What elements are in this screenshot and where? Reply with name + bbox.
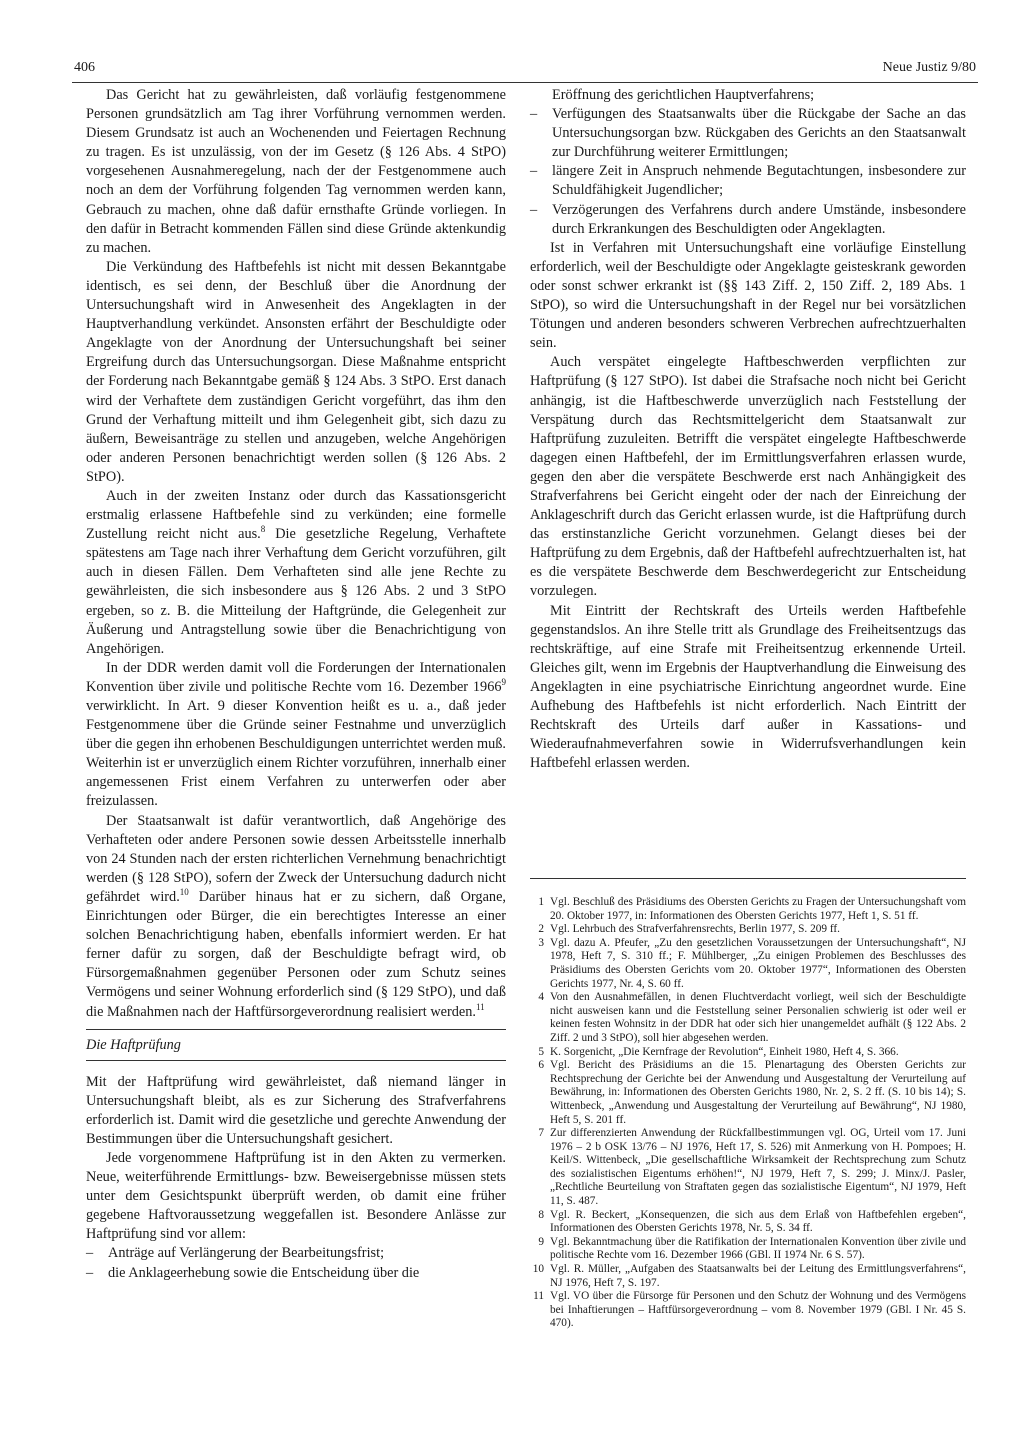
paragraph-text: Darüber hinaus hat er zu sichern, daß Organe, Einrichtungen oder Bürger, die ein berechtigtes Interesse an einer solchen Benachrichtigung haben, ebenfalls informiert werden. Er hat ferner dafür zu sorgen, daß der Beschuldigte befragt wird, ob Fürsorgemaßnahmen gegenüber Personen oder zum Schutz seines Vermögens und seiner Wohnung erforderlich sind (§ 129 StPO), und daß die Maßnahmen nach der Haftfürsorgeverordnung realisiert werden. — [86, 888, 506, 1020]
paragraph-text: verwirklicht. In Art. 9 dieser Konvention heißt es u. a., daß jeder Festgenommene über die Gründe seiner Festnahme und unverzüglich über die gegen ihn erhobenen Beschuldigungen unterrichtet werden muß. Weiterhin ist er unverzüglich einem Richter vorzuführen, innerhalb einer angemessenen Frist einem Verfahren zu unterwerfen oder aber freizulassen. — [86, 698, 506, 810]
list-item: – Verzögerungen des Verfahrens durch andere Umstände, insbesondere durch Erkrankungen des Beschuldigten oder Angeklagten. — [530, 201, 966, 239]
footnote-text: Vgl. Lehrbuch des Strafverfahrensrechts, Berlin 1977, S. 209 ff. — [550, 923, 840, 936]
footnote-text: Vgl. Beschluß des Präsidiums des Obersten Gerichts zu Fragen der Untersuchungshaft vom 20. Oktober 1977, in: Informationen des Obersten Gerichts 1977, Heft 1, S. 51 ff. — [550, 896, 966, 922]
footnote — [530, 1236, 966, 1263]
footnote — [530, 937, 966, 991]
footnote-number: 3 — [538, 936, 544, 949]
list-item: – Verfügungen des Staatsanwalts über die Rückgabe der Sache an das Untersuchungsorgan bzw. Rückgaben des Gerichts an den Staatsanwalt zur Durchführung weiterer Ermittlungen; — [530, 105, 966, 162]
footnote — [530, 896, 966, 923]
footnote — [530, 1046, 966, 1060]
footnote — [530, 1209, 966, 1236]
footnote-text: Vgl. VO über die Fürsorge für Personen und den Schutz der Wohnung und des Vermögens bei Inhaftierungen – Haftfürsorgeverordnung – vom 8. November 1979 (GBl. I Nr. 45 S. 470). — [550, 1290, 966, 1330]
footnote — [530, 991, 966, 1045]
journal-title: Neue Justiz 9/80 — [882, 60, 976, 75]
paragraph — [86, 812, 506, 1022]
paragraph: Auch verspätet eingelegte Haftbeschwerden verpflichten zur Haftprüfung (§ 127 StPO). Ist dabei die Strafsache noch nicht bei Gericht anhängig, ist die Haftbeschwerde unverzüglich nach Feststellung der Verspätung durch das Rechtsmittelgericht dem Staatsanwalt zur Haftprüfung zuzuleiten. Betrifft die verspätet eingelegte Haftbeschwerde dagegen einen Haftbefehl, der im Ermittlungsverfahren erlassen wurde, gegen den aber die verspätete Beschwerde erst nach Anhängigkeit des Strafverfahrens bei Gericht eingeht oder der nach der Einreichung der Anklageschrift durch das Gericht erlassen wurde, ist die Haftprüfung durch das erstinstanzliche Gericht vorzunehmen. Gelangt dieses bei der Haftprüfung zu dem Ergebnis, daß der Haftbefehl aufrechtzuerhalten ist, hat es die verspätete Beschwerde dem Beschwerdegericht zur Entscheidung vorzulegen. — [530, 354, 967, 600]
footnote-number: 9 — [538, 1235, 544, 1248]
list-item: – Anträge auf Verlängerung der Bearbeitungsfrist; — [86, 1244, 506, 1263]
footnote — [530, 923, 966, 937]
footnote-ref: 10 — [179, 887, 189, 898]
footnote-number: 1 — [538, 896, 544, 908]
footnote-number: 11 — [533, 1290, 544, 1303]
section-divider — [86, 1029, 506, 1030]
paragraph: Die Verkündung des Haftbefehls ist nicht mit dessen Bekanntgabe identisch, es sei denn, der Beschluß über die Anordnung der Untersuchungshaft wird in Anwesenheit des Angeklagten in der Hauptverhandlung verkündet. Ansonsten erfährt der Beschuldigte oder Angeklagte von der Anordnung der Untersuchungshaft bei seiner Ergreifung durch das Untersuchungsorgan. Diese Maßnahme entspricht der Forderung nach Bekanntgabe gemäß § 124 Abs. 3 StPO. Erst danach wird der Verhaftete dem zuständigen Gericht vorgeführt, das ihm den Grund der Verhaftung mitteilt und ihm Gelegenheit gibt, sich dazu zu äußern, Beweisanträge zu stellen und anzugeben, welche Angehörigen oder anderen Personen benachrichtigt werden sollen (§ 126 Abs. 2 StPO). — [86, 258, 506, 485]
footnote-number: 4 — [538, 991, 544, 1004]
page-number: 406 — [74, 60, 95, 75]
header-divider — [72, 82, 978, 83]
paragraph-text: Der Staatsanwalt ist dafür verantwortlich, daß Angehörige des Verhafteten oder andere Personen sowie dessen Arbeitsstelle innerhalb von 24 Stunden nach der ersten richterlichen Vernehmung benachrichtigt werden (§ 128 StPO), sofern der Zweck der Untersuchung dadurch nicht gefährdet wird. — [86, 812, 506, 905]
occasion-list-continued — [530, 86, 966, 239]
paragraph — [86, 659, 506, 812]
footnote — [530, 1263, 966, 1290]
paragraph: Ist in Verfahren mit Untersuchungshaft eine vorläufige Einstellung erforderlich, weil der Beschuldigte oder Angeklagte geisteskrank geworden oder sonst schwer erkrankt ist (§§ 143 Ziff. 2, 150 Ziff. 2, 189 Abs. 1 StPO), so wird die Untersuchungshaft in der Regel nur bei vorsätzlichen Tötungen und anderen besonders schweren Verbrechen aufrechtzuerhalten sein. — [530, 239, 966, 352]
footnote-divider — [530, 878, 966, 879]
footnote-text: Vgl. R. Beckert, „Konsequenzen, die sich aus dem Erlaß von Haftbefehlen ergeben“, Informationen des Obersten Gerichts 1978, Nr. 5, S. 34 ff. — [550, 1208, 966, 1235]
footnote-number: 5 — [538, 1045, 544, 1058]
footnote-ref: 11 — [475, 1001, 485, 1012]
paragraph-text: In der DDR werden damit voll die Forderungen der Internationalen Konvention über zivile und politische Rechte vom 16. Dezember 1966 — [86, 659, 506, 695]
right-column — [530, 86, 966, 773]
section-divider — [86, 1060, 506, 1061]
footnote-text: Vgl. dazu A. Pfeufer, „Zu den gesetzlichen Voraussetzungen der Untersuchungshaft“, NJ 1978, Heft 7, S. 310 ff.; F. Mühlberger, „Zu einigen Problemen des Beschlusses des Präsidiums des Obersten Gerichts vom 20. Oktober 1977“, Informationen des Obersten Gerichts 1977, Nr. 4, S. 60 ff. — [550, 936, 966, 990]
footnote-number: 8 — [538, 1208, 544, 1221]
paragraph: Das Gericht hat zu gewährleisten, daß vorläufig festgenommene Personen grundsätzlich am Tag ihrer Vorführung vernommen werden. Diesem Grundsatz ist auch an Wochenenden und Feiertagen Rechnung zu tragen. Es ist unzulässig, von der im Gesetz (§ 126 Abs. 4 StPO) vorgesehenen Ausnahmeregelung, nach der der Festgenommene auch noch an dem der Vorführung folgenden Tag vernommen werden kann, Gebrauch zu machen, ohne daß dafür ernsthafte Gründe vorliegen. In den dafür in Betracht kommenden Fällen sind diese Gründe aktenkundig zu machen. — [86, 87, 506, 256]
footnote-text: Von den Ausnahmefällen, in denen Fluchtverdacht vorliegt, weil sich der Beschuldigte nicht ausweisen kann und die Feststellung seiner Personalien schwierig ist oder weil er keinen festen Wohnsitz in der DDR hat oder sich hier unangemeldet aufhält (§ 122 Abs. 2 Ziff. 2 und 3 StPO), soll hier abgesehen werden. — [550, 991, 966, 1044]
footnote-text: Zur differenzierten Anwendung der Rückfallbestimmungen vgl. OG, Urteil vom 17. Juni 1976 – 2 b OSK 13/76 – NJ 1976, Heft 17, S. 526) mit Anmerkung von H. Pompoes; H. Keil/S. Wittenbeck, „Die gesellschaftliche Wirksamkeit der Rechtsprechung zum Schutz des sozialistischen Eigentums erhöhen!“, NJ 1979, Heft 7, S. 299; J. Minx/J. Pasler, „Rechtliche Beurteilung von Straftaten gegen das sozialistische Eigentum“, NJ 1979, Heft 11, S. 487. — [550, 1127, 966, 1208]
paragraph — [86, 487, 506, 659]
paragraph: Mit Eintritt der Rechtskraft des Urteils werden Haftbefehle gegenstandslos. An ihre Stelle tritt als Grundlage des Freiheitsentzugs das rechtskräftige, auf eine Strafe mit Freiheitsentzug erkennende Urteil. Gleiches gilt, wenn im Ergebnis der Hauptverhandlung die Einweisung des Angeklagten in eine psychiatrische Einrichtung angeordnet wurde. Eine Aufhebung des Haftbefehls ist nicht erforderlich. Nach Eintritt der Rechtskraft des Urteils darf außer in Kassations- und Wiederaufnahmeverfahren sowie in Widerrufsverhandlungen kein Haftbefehl erlassen werden. — [530, 602, 966, 772]
footnote — [530, 1290, 966, 1331]
footnote — [530, 1127, 966, 1209]
footnote-text: Vgl. R. Müller, „Aufgaben des Staatsanwalts bei der Leitung des Ermittlungsverfahrens“, NJ 1976, Heft 7, S. 197. — [550, 1263, 966, 1289]
footnote-text: Vgl. Bekanntmachung über die Ratifikation der Internationalen Konvention über zivile und politische Rechte vom 16. Dezember 1966 (GBl. II 1974 Nr. 6 S. 57). — [550, 1235, 966, 1262]
footnote-ref: 9 — [501, 677, 506, 688]
list-item: – längere Zeit in Anspruch nehmende Begutachtungen, insbesondere zur Schuldfähigkeit Jugendlicher; — [530, 162, 966, 200]
footnote-number: 2 — [538, 923, 544, 936]
footnote-text: Vgl. Bericht des Präsidiums an die 15. Plenartagung des Obersten Gerichts zur Rechtsprechung der Gerichte bei der Anwendung und Ausgestaltung der Verurteilung auf Bewährung, in: Informationen des Obersten Gerichts 1980, Nr. 2, S. 2 ff. (S. 10 bis 14); S. Wittenbeck, „Anwendung und Ausgestaltung der Verurteilung auf Bewährung“, NJ 1980, Heft 5, S. 201 ff. — [550, 1059, 966, 1126]
footnote-number: 10 — [532, 1263, 544, 1276]
paragraph: Jede vorgenommene Haftprüfung ist in den Akten zu vermerken. Neue, weiterführende Ermittlungs- bzw. Beweisergebnisse müssen stets unter dem Gesichtspunkt überprüft werden, ob damit eine früher gegebene Haftvoraussetzung weggefallen ist. Besondere Anlässe zur Haftprüfung sind vor allem: — [86, 1149, 506, 1243]
section-heading: Die Haftprüfung — [86, 1036, 181, 1053]
occasion-list — [86, 1244, 506, 1282]
paragraph: Mit der Haftprüfung wird gewährleistet, daß niemand länger in Untersuchungshaft bleibt, als es zur Sicherung des Strafverfahrens erforderlich ist. Damit wird die gesetzliche und gerechte Anwendung der Bestimmungen über die Untersuchungshaft gesichert. — [86, 1073, 506, 1147]
list-item-continuation: Eröffnung des gerichtlichen Hauptverfahrens; — [552, 87, 815, 103]
footnote-number: 7 — [538, 1127, 544, 1140]
left-column — [86, 86, 506, 1283]
paragraph-text: Auch in der zweiten Instanz oder durch das Kassationsgericht erstmalig erlassene Haftbefehle sind zu verkünden; eine formelle Zustellung reicht nicht aus. — [86, 487, 506, 543]
footnote-number: 6 — [538, 1059, 544, 1072]
footnote-text: K. Sorgenicht, „Die Kernfrage der Revolution“, Einheit 1980, Heft 4, S. 366. — [550, 1045, 899, 1058]
paragraph-text: Die gesetzliche Regelung, Verhaftete spätestens am Tage nach ihrer Verhaftung dem Gericht vorzuführen, gilt auch in diesen Fällen. Dem Verhafteten sind alle jene Rechte zu gewährleisten, die sich insbesondere aus § 126 Abs. 2 und 3 StPO ergeben, so z. B. die Mitteilung der Haftgründe, die Gelegenheit zur Äußerung und Antragstellung sowie über die Benachrichtigung von Angehörigen. — [86, 526, 507, 657]
list-item: – die Anklageerhebung sowie die Entscheidung über die — [86, 1264, 506, 1283]
footnote — [530, 1059, 966, 1127]
footnote-ref: 8 — [260, 524, 266, 535]
footnotes — [530, 896, 966, 1331]
